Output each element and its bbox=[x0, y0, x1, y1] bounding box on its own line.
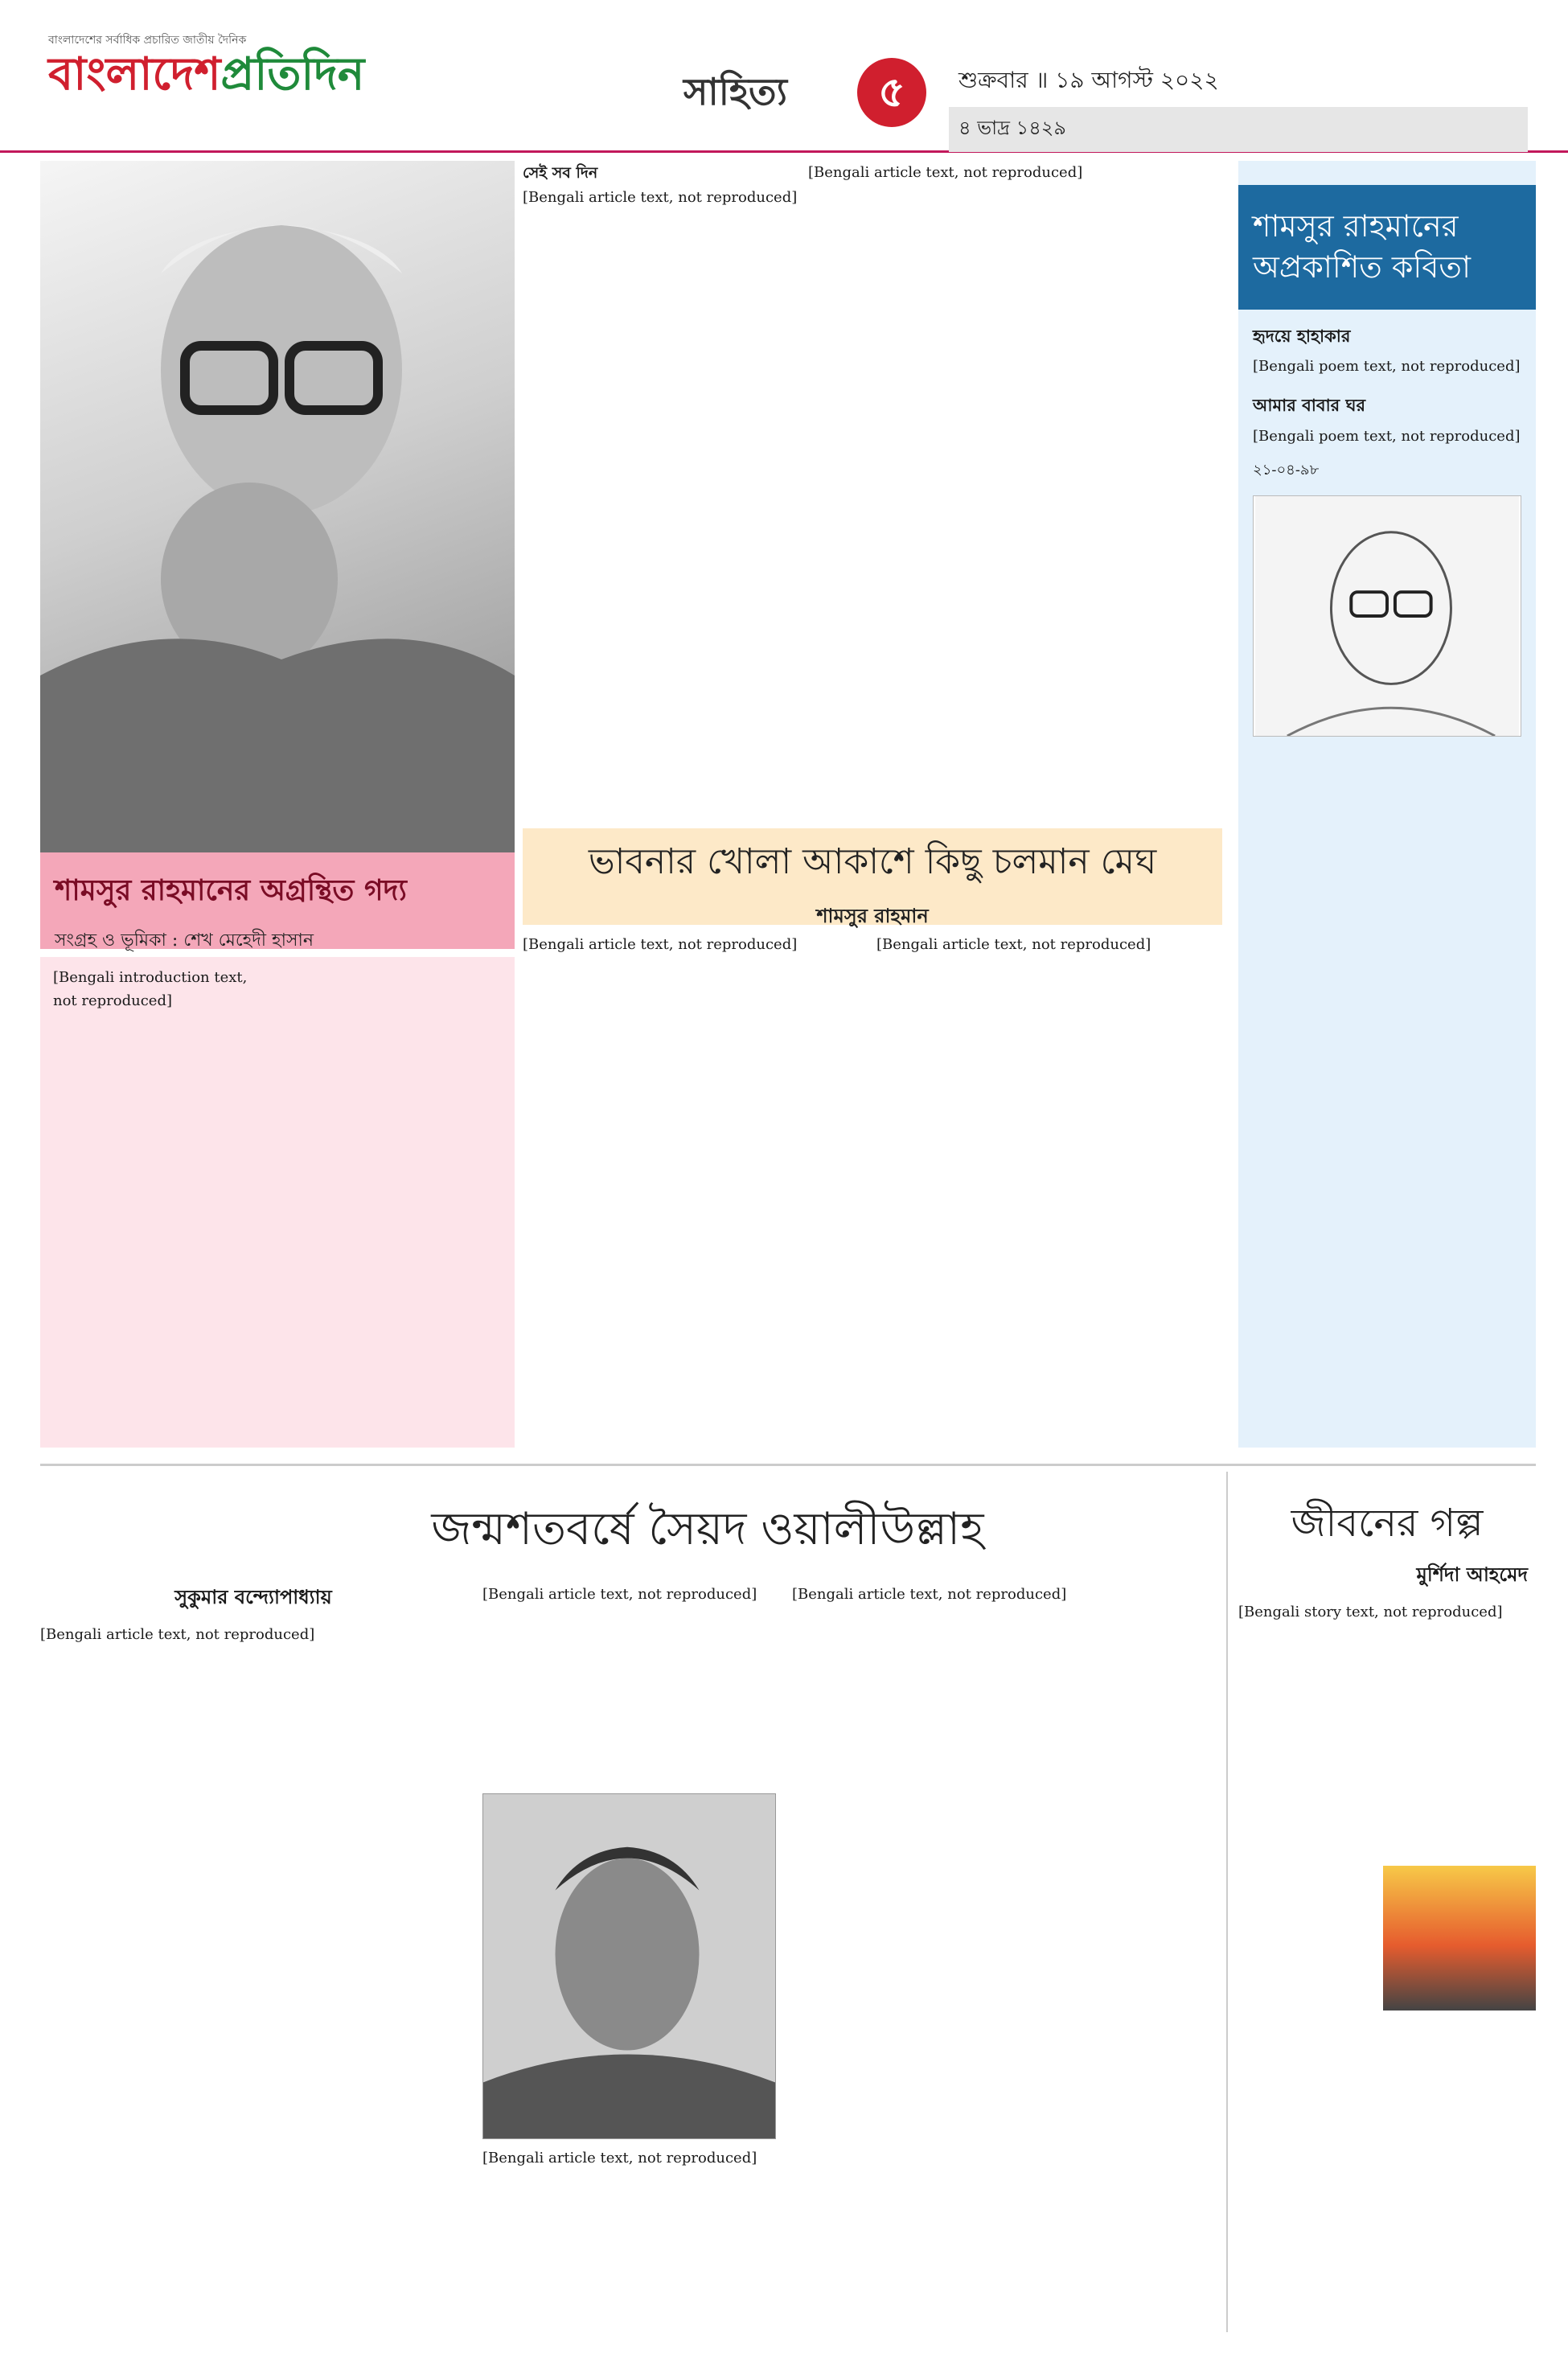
newspaper-logo[interactable] bbox=[48, 31, 611, 100]
poem-date: ২১-০৪-৯৮ bbox=[1253, 462, 1320, 479]
brand-name bbox=[48, 50, 611, 100]
date-gregorian: শুক্রবার ॥ ১৯ আগস্ট ২০২২ bbox=[958, 67, 1219, 93]
article-column bbox=[808, 161, 1222, 820]
lower-headline: জন্মশতবর্ষে সৈয়দ ওয়ালীউল্লাহ bbox=[431, 1503, 984, 1555]
sidebar-headline: জীবনের গল্প bbox=[1291, 1501, 1484, 1546]
lower-byline: সুকুমার বন্দ্যোপাধ্যায় bbox=[174, 1585, 332, 1608]
brand-tagline: বাংলাদেশের সর্বাধিক প্রচারিত জাতীয় দৈনিক bbox=[48, 34, 247, 47]
poem bbox=[1238, 310, 1536, 379]
portrait-illustration bbox=[483, 1794, 775, 2138]
date-bengali: ৪ ভাদ্র ১৪২৯ bbox=[949, 107, 1528, 152]
sunset-illustration bbox=[1383, 1866, 1536, 2011]
article-text: [Bengali article text, not reproduced] bbox=[482, 2150, 757, 2167]
article-column bbox=[876, 933, 1222, 1440]
poem bbox=[1238, 379, 1536, 448]
feature-intro-text: [Bengali introduction text, not reproduced] bbox=[40, 957, 515, 1448]
article-text: [Bengali article text, not reproduced] bbox=[876, 936, 1151, 953]
feature-title-box bbox=[40, 852, 515, 949]
poetry-title: শামসুর রাহমানের অপ্রকাশিত কবিতা bbox=[1238, 185, 1536, 310]
article-column: [Bengali article text, not reproduced] bbox=[792, 1586, 1067, 1603]
feature-title: শামসুর রাহমানের অগ্রন্থিত গদ্য bbox=[55, 873, 407, 907]
poet-sketch-image bbox=[1253, 495, 1521, 737]
sidebar-story-text: [Bengali story text, not reproduced] bbox=[1238, 1604, 1503, 1620]
section-title: সাহিত্য bbox=[683, 70, 787, 113]
feature-subtitle: সংগ্রহ ও ভূমিকা : শেখ মেহেদী হাসান bbox=[55, 930, 314, 951]
column-divider bbox=[1226, 1472, 1228, 2332]
sketch-illustration bbox=[1254, 496, 1521, 736]
poetry-sidebar bbox=[1238, 161, 1536, 1448]
date-block bbox=[949, 56, 1528, 152]
article-column: [Bengali article text, not reproduced] bbox=[40, 1626, 315, 1643]
section-divider bbox=[40, 1464, 1536, 1466]
poem-title: আমার বাবার ঘর bbox=[1253, 394, 1366, 415]
article-column bbox=[523, 933, 868, 1440]
masthead bbox=[0, 0, 1568, 153]
main-headline: ভাবনার খোলা আকাশে কিছু চলমান মেঘ bbox=[588, 841, 1157, 882]
main-headline-band bbox=[523, 828, 1222, 925]
article-column bbox=[523, 161, 800, 820]
poem-title: হৃদয়ে হাহাকার bbox=[1253, 325, 1351, 346]
sidebar-byline: মুর্শিদা আহমেদ bbox=[1416, 1563, 1528, 1586]
poem-text: [Bengali poem text, not reproduced] bbox=[1253, 358, 1521, 376]
article-column: [Bengali article text, not reproduced] bbox=[482, 1586, 757, 1603]
article-subhead: সেই সব দিন bbox=[523, 164, 598, 182]
article-text: [Bengali article text, not reproduced] bbox=[523, 189, 798, 207]
main-byline: শামসুর রাহমান bbox=[816, 904, 929, 927]
poem-text: [Bengali poem text, not reproduced] bbox=[1253, 427, 1521, 445]
brand-name-main: বাংলাদেশ bbox=[48, 48, 221, 101]
page-number-badge: ৫ bbox=[857, 58, 926, 127]
article-text: [Bengali article text, not reproduced] bbox=[523, 936, 798, 953]
article-text: [Bengali article text, not reproduced] bbox=[808, 164, 1083, 181]
author-portrait-photo bbox=[40, 161, 515, 852]
author-portrait-photo bbox=[482, 1793, 776, 2139]
brand-name-accent: প্রতিদিন bbox=[220, 48, 365, 101]
portrait-illustration bbox=[40, 161, 515, 852]
